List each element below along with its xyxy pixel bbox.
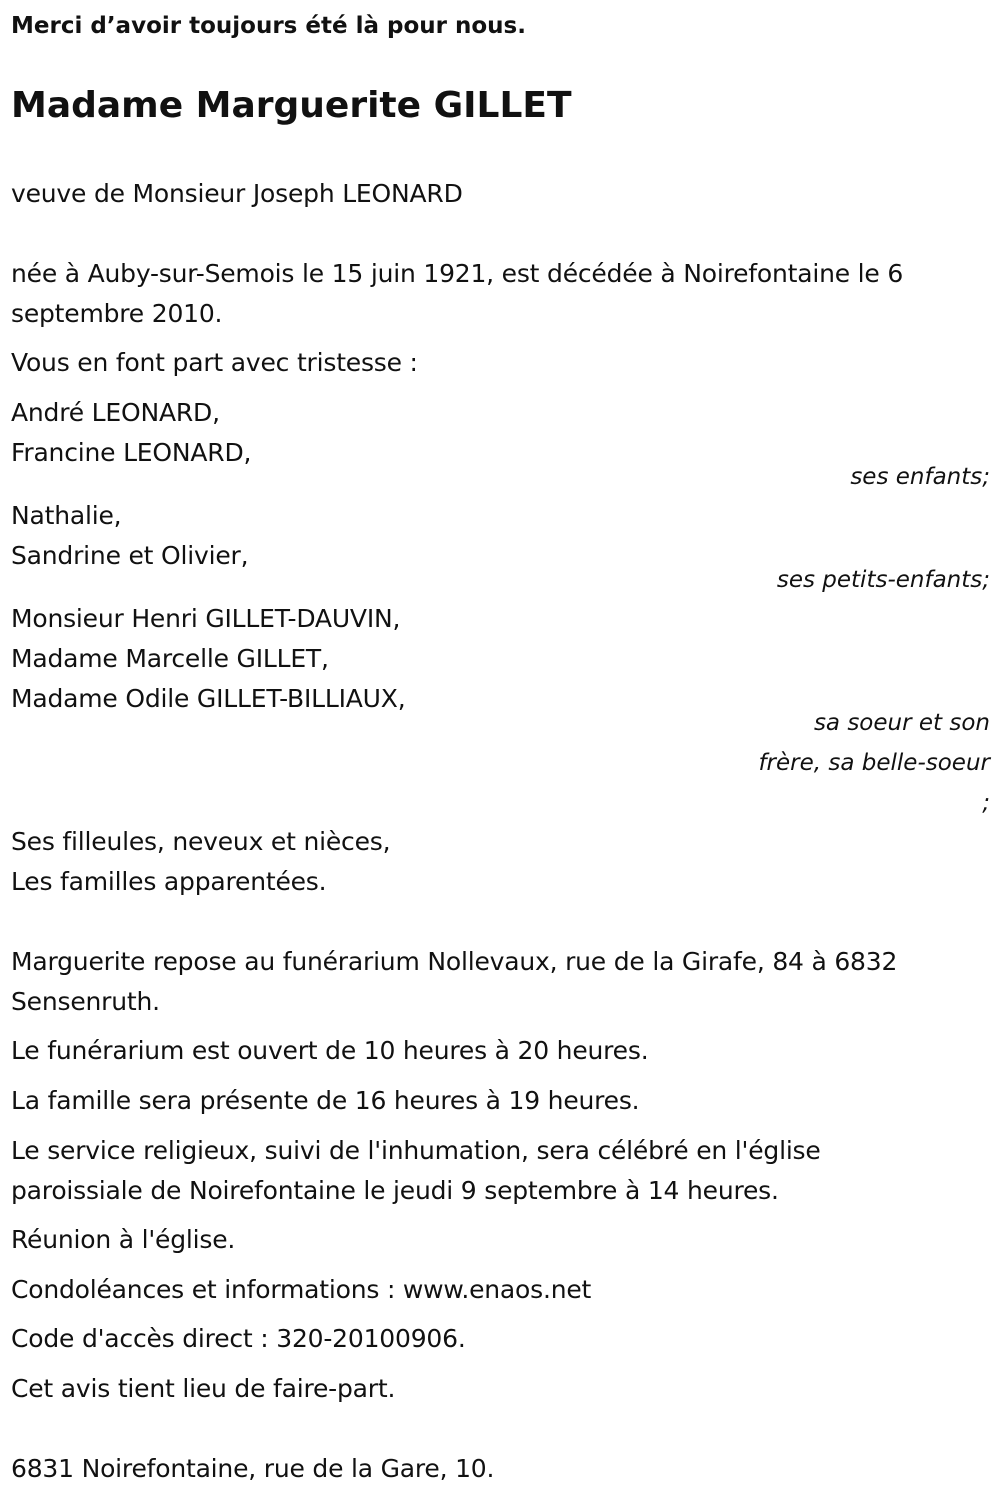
notice: Cet avis tient lieu de faire-part. xyxy=(11,1374,396,1403)
family-present: La famille sera présente de 16 heures à 19 heures. xyxy=(11,1086,640,1115)
repose-line-2: Sensenruth. xyxy=(11,987,160,1016)
grandchild-2: Sandrine et Olivier, xyxy=(11,541,249,570)
siblings-role-3: ; xyxy=(982,790,990,816)
meeting: Réunion à l'église. xyxy=(11,1225,236,1254)
service-line-1: Le service religieux, suivi de l'inhumation, sera célébré en l'église xyxy=(11,1136,821,1165)
sibling-1: Monsieur Henri GILLET-DAUVIN, xyxy=(11,604,401,633)
access-code: Code d'accès direct : 320-20100906. xyxy=(11,1324,466,1353)
grandchildren-role: ses petits-enfants; xyxy=(776,567,990,593)
address: 6831 Noirefontaine, rue de la Gare, 10. xyxy=(11,1454,495,1483)
birth-death-line-1: née à Auby-sur-Semois le 15 juin 1921, est décédée à Noirefontaine le 6 xyxy=(11,259,904,288)
sibling-2: Madame Marcelle GILLET, xyxy=(11,644,329,673)
grandchild-1: Nathalie, xyxy=(11,501,122,530)
others-1: Ses filleules, neveux et nièces, xyxy=(11,827,391,856)
sibling-3: Madame Odile GILLET-BILLIAUX, xyxy=(11,684,406,713)
child-1: André LEONARD, xyxy=(11,398,220,427)
deceased-name: Madame Marguerite GILLET xyxy=(11,85,572,126)
condolences: Condoléances et informations : www.enaos.net xyxy=(11,1275,592,1304)
repose-line-1: Marguerite repose au funérarium Nollevaux, rue de la Girafe, 84 à 6832 xyxy=(11,947,898,976)
siblings-role-2: frère, sa belle-soeur xyxy=(758,750,990,776)
child-2: Francine LEONARD, xyxy=(11,438,252,467)
widow-of: veuve de Monsieur Joseph LEONARD xyxy=(11,179,463,208)
hours-open: Le funérarium est ouvert de 10 heures à 20 heures. xyxy=(11,1036,649,1065)
birth-death-line-2: septembre 2010. xyxy=(11,299,223,328)
announce: Vous en font part avec tristesse : xyxy=(11,348,418,377)
tagline: Merci d’avoir toujours été là pour nous. xyxy=(11,13,526,39)
siblings-role-1: sa soeur et son xyxy=(813,710,990,736)
service-line-2: paroissiale de Noirefontaine le jeudi 9 septembre à 14 heures. xyxy=(11,1176,779,1205)
children-role: ses enfants; xyxy=(850,464,990,490)
others-2: Les familles apparentées. xyxy=(11,867,327,896)
